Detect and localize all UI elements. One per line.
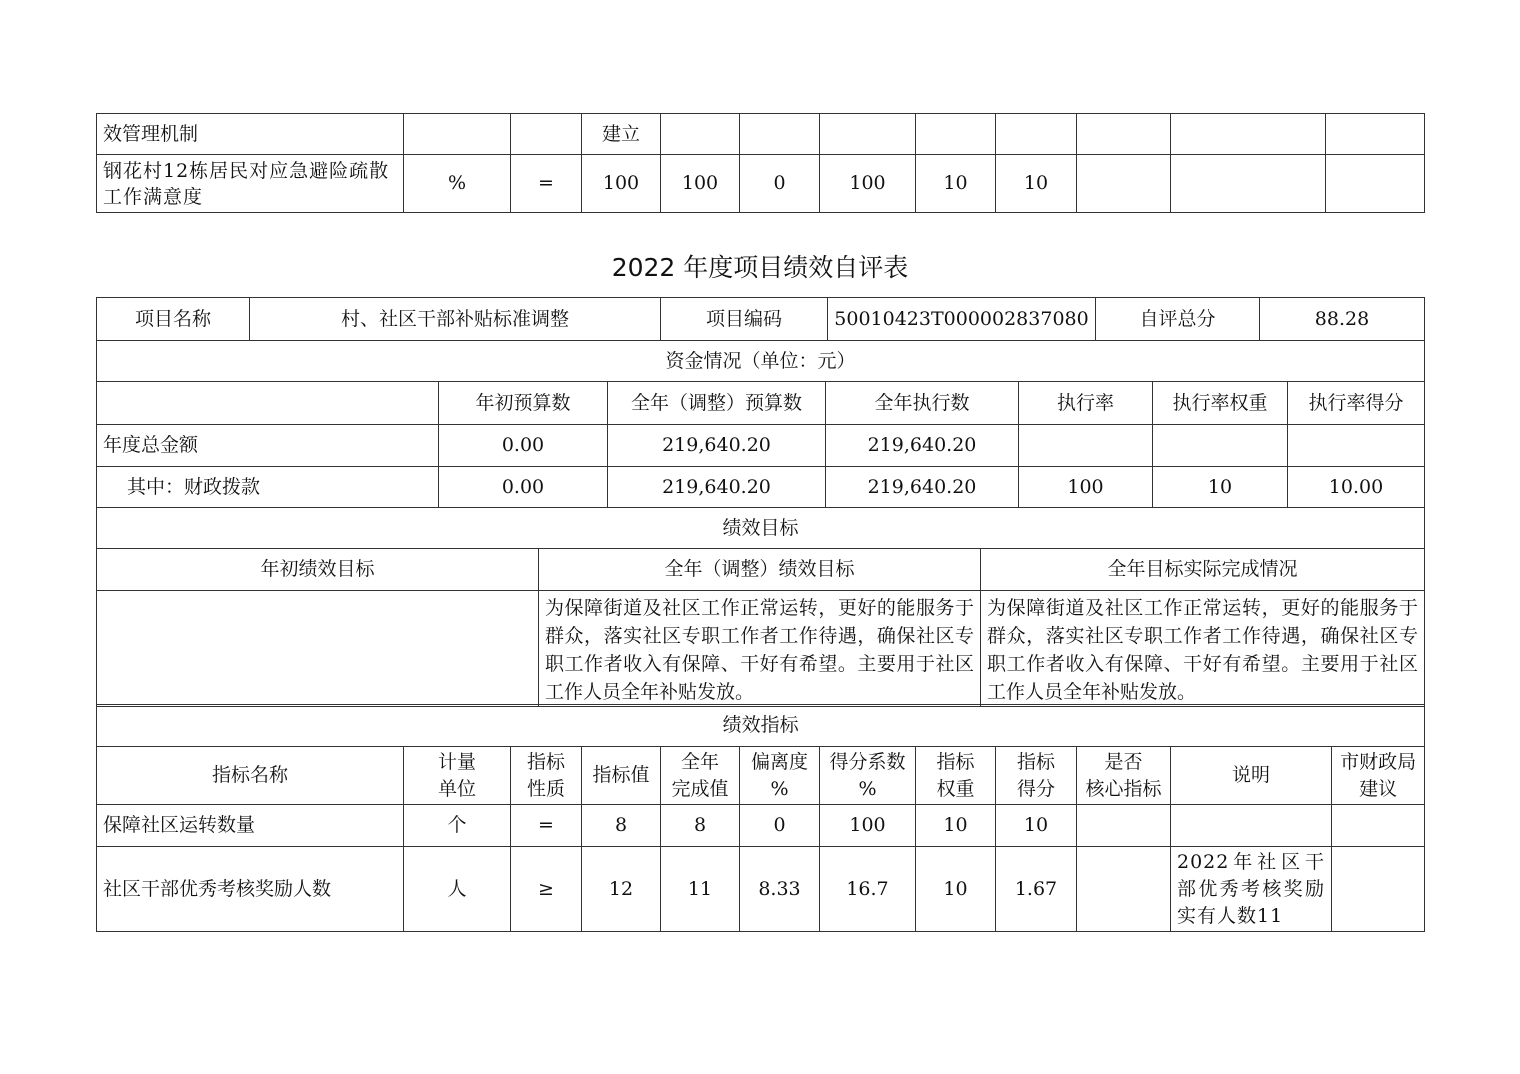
indicators-table (96, 704, 1425, 932)
indicator-dev (740, 114, 820, 155)
indicator-unit: 个 (404, 805, 511, 847)
indicator-core (1077, 155, 1171, 213)
indicator-name: 效管理机制 (97, 114, 404, 155)
goals-adjusted-text: 为保障街道及社区工作正常运转，更好的能服务于群众，落实社区专职工作者工作待遇，确保社区专职工作者收入有保障、干好有希望。主要用于社区工作人员全年补贴发放。 (539, 591, 981, 707)
indicator-dev: 0 (740, 155, 820, 213)
goals-col-initial: 年初绩效目标 (97, 549, 539, 591)
page-title: 2022 年度项目绩效自评表 (611, 253, 909, 282)
indicator-note: 2022年社区干部优秀考核奖励实有人数11 (1171, 847, 1332, 932)
indicator-score (996, 114, 1077, 155)
col-coefficient: 得分系数 % (820, 747, 916, 805)
indicator-dev: 0 (740, 805, 820, 847)
col-score: 指标 得分 (996, 747, 1077, 805)
indicator-nature: ≥ (511, 847, 582, 932)
funds-weight (1153, 425, 1288, 467)
project-name-value: 村、社区干部补贴标准调整 (250, 298, 661, 341)
indicators-header-row (97, 747, 1425, 805)
indicator-done (661, 114, 740, 155)
indicator-target: 100 (582, 155, 661, 213)
indicator-note (1171, 114, 1326, 155)
goals-col-actual: 全年目标实际完成情况 (981, 549, 1425, 591)
col-target: 指标值 (582, 747, 661, 805)
table-row (97, 847, 1425, 932)
project-name-label: 项目名称 (97, 298, 250, 341)
funds-section-title: 资金情况（单位：元） (97, 341, 1425, 382)
funds-executed: 219,640.20 (826, 425, 1019, 467)
indicator-advice (1332, 847, 1425, 932)
goals-section-title: 绩效目标 (97, 508, 1425, 549)
indicator-score: 10 (996, 155, 1077, 213)
indicator-core (1077, 805, 1171, 847)
indicator-advice (1326, 155, 1425, 213)
indicators-section-title: 绩效指标 (97, 705, 1425, 747)
col-unit: 计量 单位 (404, 747, 511, 805)
project-code-label: 项目编码 (661, 298, 828, 341)
col-exec-rate: 执行率 (1019, 382, 1153, 425)
table-row (97, 805, 1425, 847)
col-note: 说明 (1171, 747, 1332, 805)
indicator-unit: 人 (404, 847, 511, 932)
funds-score: 10.00 (1288, 467, 1425, 508)
indicator-dev: 8.33 (740, 847, 820, 932)
indicator-nature (511, 114, 582, 155)
col-weight: 指标 权重 (916, 747, 996, 805)
indicator-nature: = (511, 805, 582, 847)
project-code-value: 50010423T000002837080 (828, 298, 1096, 341)
table-row (97, 425, 1425, 467)
funds-rate: 100 (1019, 467, 1153, 508)
indicator-unit: % (404, 155, 511, 213)
indicator-core (1077, 114, 1171, 155)
col-core: 是否 核心指标 (1077, 747, 1171, 805)
col-nature: 指标 性质 (511, 747, 582, 805)
funds-executed: 219,640.20 (826, 467, 1019, 508)
goals-actual-text: 为保障街道及社区工作正常运转，更好的能服务于群众，落实社区专职工作者工作待遇，确保社区专职工作者收入有保障、干好有希望。主要用于社区工作人员全年补贴发放。 (981, 591, 1425, 707)
indicator-done: 8 (661, 805, 740, 847)
indicator-coef (820, 114, 916, 155)
funds-weight: 10 (1153, 467, 1288, 508)
indicator-coef: 16.7 (820, 847, 916, 932)
funds-initial: 0.00 (439, 425, 608, 467)
indicator-target: 12 (582, 847, 661, 932)
col-done: 全年 完成值 (661, 747, 740, 805)
indicator-done: 100 (661, 155, 740, 213)
col-executed: 全年执行数 (826, 382, 1019, 425)
col-indicator-name: 指标名称 (97, 747, 404, 805)
col-advice: 市财政局 建议 (1332, 747, 1425, 805)
table-row (97, 114, 1425, 155)
goals-col-adjusted: 全年（调整）绩效目标 (539, 549, 981, 591)
col-deviation: 偏离度 % (740, 747, 820, 805)
indicator-target: 建立 (582, 114, 661, 155)
indicator-coef: 100 (820, 805, 916, 847)
funds-score (1288, 425, 1425, 467)
indicator-name: 社区干部优秀考核奖励人数 (97, 847, 404, 932)
indicator-name: 钢花村12栋居民对应急避险疏散工作满意度 (97, 155, 404, 213)
top-indicator-table (96, 113, 1425, 213)
indicator-done: 11 (661, 847, 740, 932)
indicator-weight: 10 (916, 847, 996, 932)
col-adjusted-budget: 全年（调整）预算数 (608, 382, 826, 425)
funds-header-blank (97, 382, 439, 425)
indicator-score: 1.67 (996, 847, 1077, 932)
goals-table (96, 507, 1425, 707)
table-row (97, 155, 1425, 213)
indicator-weight: 10 (916, 805, 996, 847)
funds-adjusted: 219,640.20 (608, 467, 826, 508)
indicator-core (1077, 847, 1171, 932)
funds-row-label: 其中：财政拨款 (97, 467, 439, 508)
indicator-note (1171, 805, 1332, 847)
funds-adjusted: 219,640.20 (608, 425, 826, 467)
indicator-nature: = (511, 155, 582, 213)
goals-initial-text (97, 591, 539, 707)
funds-row-label: 年度总金额 (97, 425, 439, 467)
indicator-target: 8 (582, 805, 661, 847)
col-initial-budget: 年初预算数 (439, 382, 608, 425)
table-row (97, 467, 1425, 508)
indicator-name: 保障社区运转数量 (97, 805, 404, 847)
indicator-advice (1326, 114, 1425, 155)
self-score-value: 88.28 (1260, 298, 1425, 341)
indicator-score: 10 (996, 805, 1077, 847)
indicator-weight: 10 (916, 155, 996, 213)
project-header-table (96, 297, 1425, 341)
funds-initial: 0.00 (439, 467, 608, 508)
col-exec-score: 执行率得分 (1288, 382, 1425, 425)
funds-header-row (97, 382, 1425, 425)
indicator-unit (404, 114, 511, 155)
self-score-label: 自评总分 (1096, 298, 1260, 341)
col-exec-weight: 执行率权重 (1153, 382, 1288, 425)
indicator-advice (1332, 805, 1425, 847)
indicator-coef: 100 (820, 155, 916, 213)
funds-rate (1019, 425, 1153, 467)
indicator-weight (916, 114, 996, 155)
indicator-note (1171, 155, 1326, 213)
funds-table (96, 340, 1425, 508)
